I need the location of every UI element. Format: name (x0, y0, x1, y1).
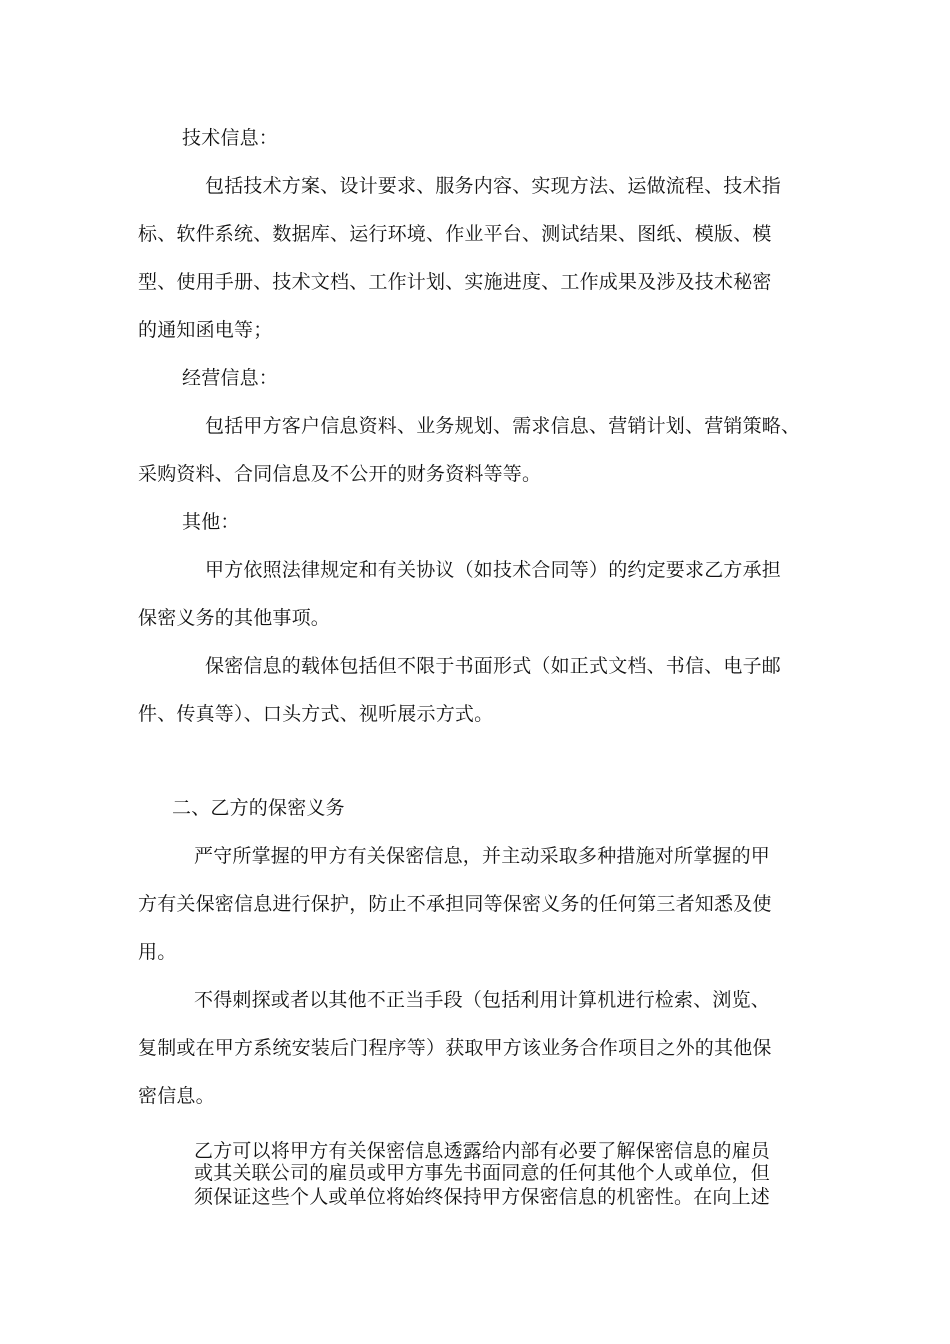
paragraph-line: 用。 (138, 941, 177, 963)
paragraph-line: 的通知函电等； (138, 319, 273, 341)
paragraph-line: 包括甲方客户信息资料、业务规划、需求信息、营销计划、营销策略、 (205, 415, 801, 437)
paragraph-line: 保密义务的其他事项。 (138, 607, 331, 629)
paragraph-line: 采购资料、合同信息及不公开的财务资料等等。 (138, 463, 542, 485)
paragraph-line: 严守所掌握的甲方有关保密信息，并主动采取多种措施对所掌握的甲 (194, 845, 771, 867)
paragraph-line: 或其关联公司的雇员或甲方事先书面同意的任何其他个人或单位，但 (194, 1162, 771, 1184)
section-heading: 二、乙方的保密义务 (172, 797, 345, 819)
paragraph-line: 密信息。 (138, 1085, 215, 1107)
heading-technical-info: 技术信息： (182, 127, 279, 149)
paragraph-line: 复制或在甲方系统安装后门程序等）获取甲方该业务合作项目之外的其他保 (138, 1037, 772, 1059)
paragraph-line: 须保证这些个人或单位将始终保持甲方保密信息的机密性。在向上述 (194, 1186, 771, 1208)
paragraph-line: 不得刺探或者以其他不正当手段（包括利用计算机进行检索、浏览、 (194, 989, 771, 1011)
paragraph-line: 保密信息的载体包括但不限于书面形式（如正式文档、书信、电子邮 (205, 655, 782, 677)
heading-other: 其他： (182, 511, 240, 533)
paragraph-line: 乙方可以将甲方有关保密信息透露给内部有必要了解保密信息的雇员 (194, 1140, 771, 1162)
paragraph-line: 标、软件系统、数据库、运行环境、作业平台、测试结果、图纸、模版、模 (138, 223, 772, 245)
paragraph-line: 件、传真等）、口头方式、视听展示方式。 (138, 703, 494, 725)
paragraph-line: 方有关保密信息进行保护，防止不承担同等保密义务的任何第三者知悉及使 (138, 893, 772, 915)
paragraph-line: 甲方依照法律规定和有关协议（如技术合同等）的约定要求乙方承担 (205, 559, 782, 581)
paragraph-line: 型、使用手册、技术文档、工作计划、实施进度、工作成果及涉及技术秘密 (138, 271, 772, 293)
paragraph-line: 包括技术方案、设计要求、服务内容、实现方法、运做流程、技术指 (205, 175, 782, 197)
heading-business-info: 经营信息： (182, 367, 279, 389)
